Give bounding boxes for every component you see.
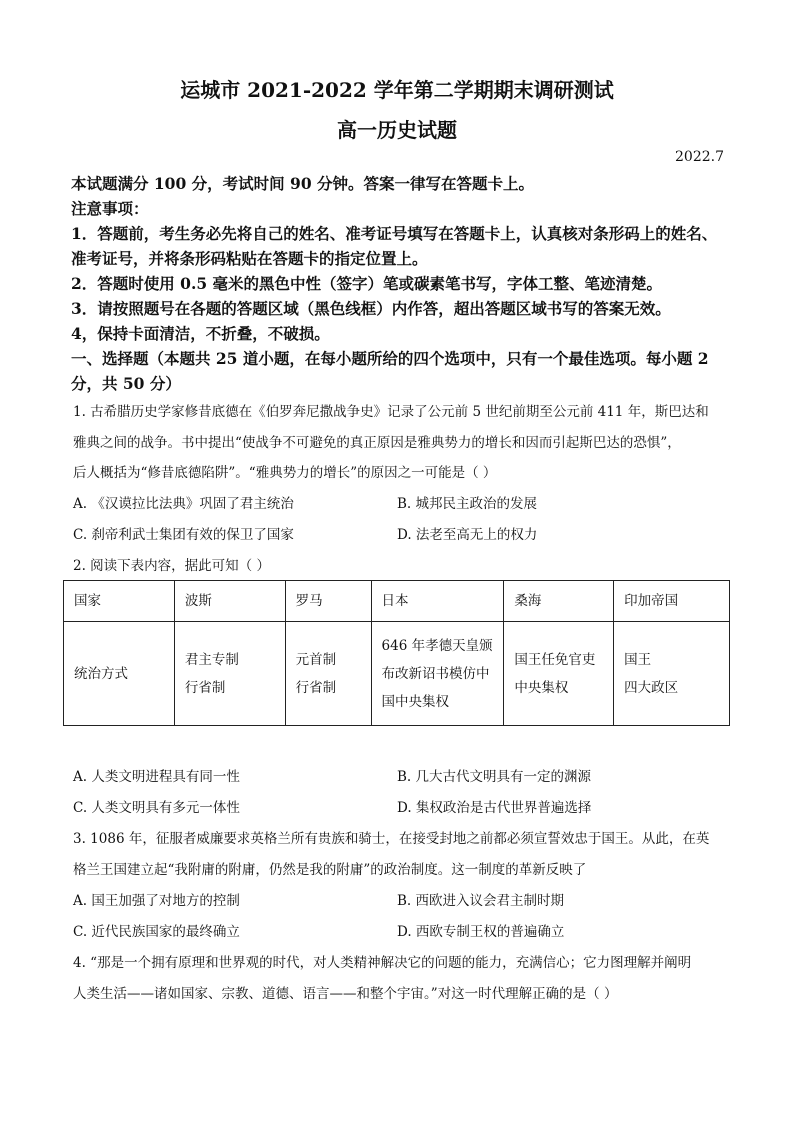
cell-line: 国王任免官吏 [514,651,596,668]
note-1-line-2: 准考证号，并将条形码粘贴在答题卡的指定位置上。 [71,249,428,268]
note-1-line-1: 1．答题前，考生务必先将自己的姓名、准考证号填写在答题卡上，认真核对条形码上的姓名、 [71,224,718,243]
note-3: 3．请按照题号在各题的答题区域（黑色线框）内作答，超出答题区域书写的答案无效。 [71,299,671,318]
q3-stem-line-2: 格兰王国建立起“我附庸的附庸，仍然是我的附庸”的政治制度。这一制度的革新反映了 [73,862,587,878]
cell-line: 元首制 [295,651,337,668]
table-header-cell: 罗马 [285,581,371,622]
table-cell-rome [285,622,371,726]
cell-line: 中央集权 [514,679,569,696]
q3-option-b: B. 西欧进入议会君主制时期 [397,893,565,909]
exam-subtitle: 高一历史试题 [337,118,457,142]
q2-option-c: C. 人类文明具有多元一体性 [73,800,240,816]
section-heading-line-1: 一、选择题（本题共 25 道小题，在每小题所给的四个选项中，只有一个最佳选项。每小题 2 [71,349,709,368]
q3-option-a: A. 国王加强了对地方的控制 [73,893,240,909]
cell-line: 行省制 [295,679,337,696]
cell-line: 四大政区 [624,679,679,696]
cell-line: 布改新诏书模仿中 [381,665,490,682]
table-row [64,622,730,726]
table-row-label: 统治方式 [64,622,175,726]
q1-stem-line-3: 后人概括为“修昔底德陷阱”。“雅典势力的增长”的原因之一可能是（ ） [73,465,497,481]
table-cell-persia [174,622,285,726]
cell-line: 国王 [624,651,652,668]
cell-line: 行省制 [184,679,226,696]
q4-stem-line-2: 人类生活——诸如国家、宗教、道德、语言——和整个宇宙。”对这一时代理解正确的是（ ） [73,986,618,1002]
q2-option-d: D. 集权政治是古代世界普遍选择 [397,800,592,816]
q2-option-a: A. 人类文明进程具有同一性 [73,769,240,785]
table-header-cell: 国家 [64,581,175,622]
section-heading-line-2: 分，共 50 分） [71,374,181,393]
q3-option-c: C. 近代民族国家的最终确立 [73,924,240,940]
q2-option-b: B. 几大古代文明具有一定的渊源 [397,769,592,785]
q2-table [63,580,730,726]
intro-text: 本试题满分 100 分，考试时间 90 分钟。答案一律写在答题卡上。 [71,174,535,193]
exam-date: 2022.7 [675,149,724,165]
notes-heading: 注意事项： [71,199,149,218]
note-4: 4，保持卡面清洁，不折叠，不破损。 [71,324,330,343]
cell-line: 君主专制 [184,651,239,668]
q1-option-c: C. 刹帝利武士集团有效的保卫了国家 [73,527,294,543]
table-header-cell: 印加帝国 [614,581,730,622]
q3-option-d: D. 西欧专制王权的普遍确立 [397,924,565,940]
table-cell-japan [371,622,504,726]
note-2: 2．答题时使用 0.5 毫米的黑色中性（签字）笔或碳素笔书写，字体工整、笔迹清楚。 [71,274,663,293]
q1-stem-line-2: 雅典之间的战争。书中提出“使战争不可避免的真正原因是雅典势力的增长和因而引起斯巴达的恐惧”， [73,435,681,451]
q2-stem: 2. 阅读下表内容，据此可知（ ） [73,558,270,574]
table-cell-inca [614,622,730,726]
exam-title: 运城市 2021-2022 学年第二学期期末调研测试 [180,78,614,102]
table-cell-songhai [504,622,614,726]
q3-stem-line-1: 3. 1086 年，征服者威廉要求英格兰所有贵族和骑士，在接受封地之前都必须宣誓效忠于国王。从此，在英 [73,831,710,847]
table-header-cell: 桑海 [504,581,614,622]
cell-line: 646 年孝德天皇颁 [381,637,493,654]
table-header-row [64,581,730,622]
q4-stem-line-1: 4. “那是一个拥有原理和世界观的时代，对人类精神解决它的问题的能力，充满信心；它力图理解并阐明 [73,955,692,971]
table-header-cell: 日本 [371,581,504,622]
q1-stem-line-1: 1. 古希腊历史学家修昔底德在《伯罗奔尼撒战争史》记录了公元前 5 世纪前期至公元前 411 年，斯巴达和 [73,404,709,420]
q1-option-b: B. 城邦民主政治的发展 [397,496,538,512]
table-header-cell: 波斯 [174,581,285,622]
cell-line: 国中央集权 [381,693,450,710]
q1-option-a: A. 《汉谟拉比法典》巩固了君主统治 [73,496,294,512]
q1-option-d: D. 法老至高无上的权力 [397,527,538,543]
